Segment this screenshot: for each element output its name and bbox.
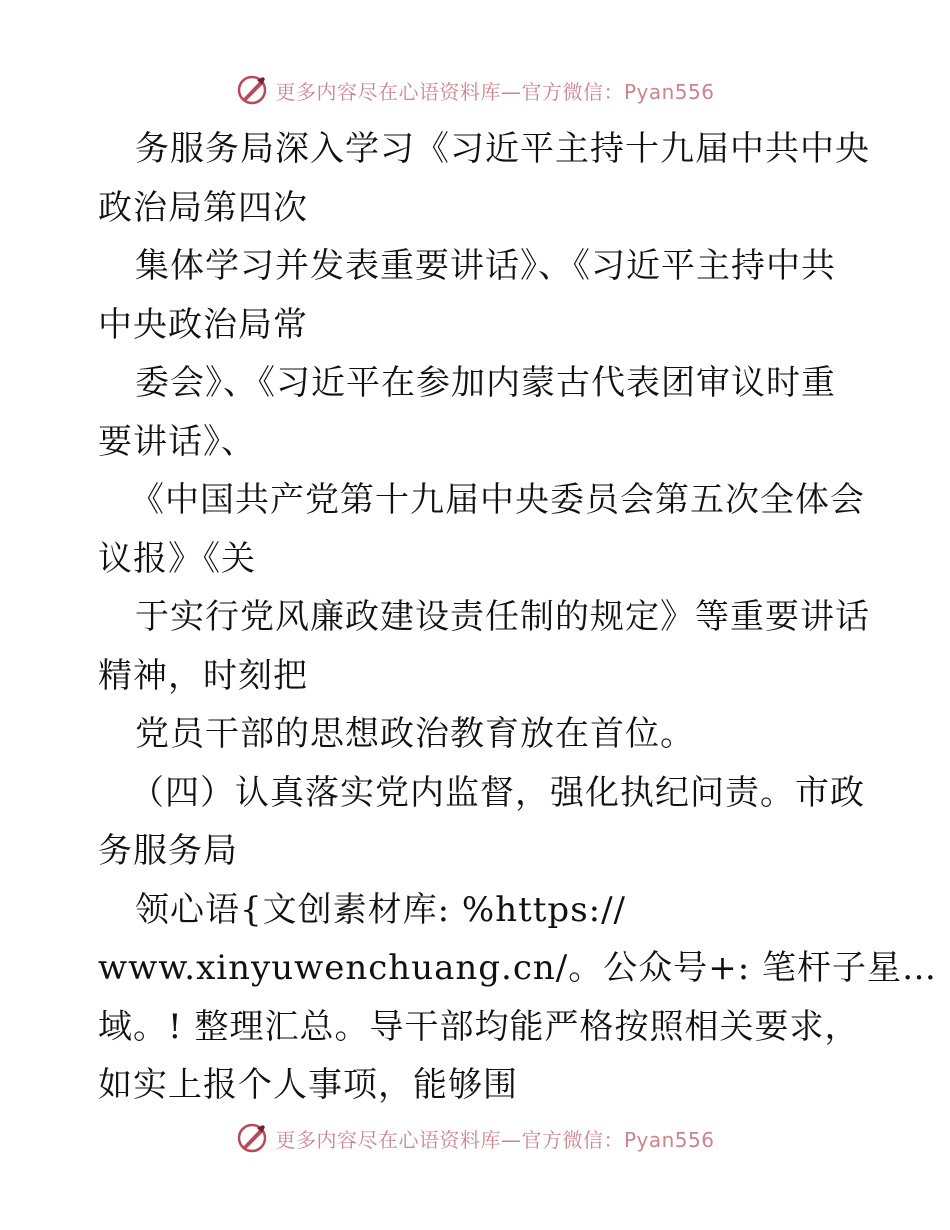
document-body bbox=[98, 120, 937, 1115]
text-line: 《中国共产党第十九届中央委员会第五次全体会 bbox=[130, 480, 865, 520]
text-line: 议报》《关 bbox=[98, 538, 256, 579]
text-line: 务服务局 bbox=[98, 831, 238, 871]
text-line: www.xinyuwenchuang.cn/。公众号+: 笔杆子星… bbox=[98, 948, 937, 988]
text-line: 委会》、《习近平在参加内蒙古代表团审议时重 bbox=[135, 363, 836, 403]
text-line: 要讲话》、 bbox=[98, 421, 256, 462]
footer-banner-text: 更多内容尽在心语资料库—官方微信：Pyan556 bbox=[275, 1127, 715, 1152]
text-line: 政治局第四次 bbox=[98, 187, 308, 228]
text-line: 集体学习并发表重要讲话》、《习近平主持中共 bbox=[135, 246, 836, 286]
footer-banner bbox=[0, 1118, 950, 1158]
header-banner bbox=[0, 70, 950, 110]
text-line: 于实行党风廉政建设责任制的规定》等重要讲话 bbox=[135, 597, 870, 637]
header-banner-text: 更多内容尽在心语资料库—官方微信：Pyan556 bbox=[275, 79, 715, 104]
text-line: （四）认真落实党内监督，强化执纪问责。市政 bbox=[130, 772, 865, 813]
text-line: 精神，时刻把 bbox=[98, 655, 308, 696]
text-line: 域。! 整理汇总。导干部均能严格按照相关要求， bbox=[98, 1006, 860, 1047]
text-line: 中央政治局常 bbox=[98, 304, 308, 345]
brush-logo-icon bbox=[235, 73, 269, 107]
text-line: 如实上报个人事项，能够围 bbox=[98, 1065, 518, 1105]
text-line: 党员干部的思想政治教育放在首位。 bbox=[135, 714, 695, 754]
text-line: 务服务局深入学习《习近平主持十九届中共中央 bbox=[135, 129, 870, 169]
text-line: 领心语{文创素材库: %https:// bbox=[135, 889, 627, 930]
brush-logo-icon bbox=[235, 1121, 269, 1155]
